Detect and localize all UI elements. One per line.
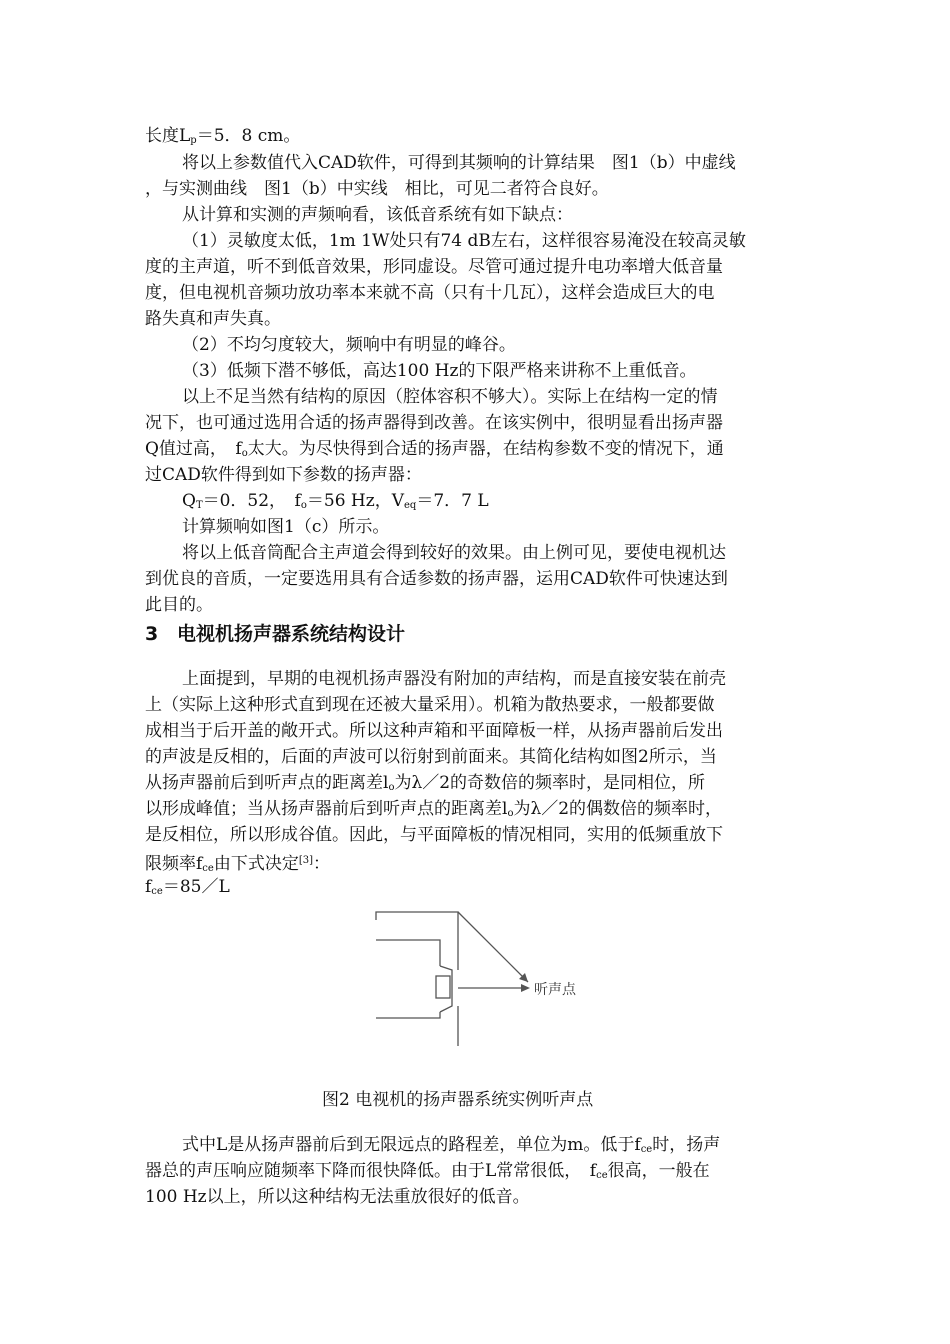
text-line: Q值过高， $f_o$太大。为尽快得到合适的扬声器，在结构参数不变的情况下，通 (145, 439, 724, 459)
section-title: 电视机扬声器系统结构设计 (177, 623, 406, 645)
text-line: 长度$L_p=5$．8 cm。 (145, 126, 301, 146)
list-item: （2）不均匀度较大，频响中有明显的峰谷。 (182, 335, 516, 355)
rear-wave-path (458, 912, 528, 982)
text-line: 此目的。 (145, 595, 213, 615)
text-line: 到优良的音质，一定要选用具有合适参数的扬声器，运用CAD软件可快速达到 (145, 569, 728, 589)
cabinet-top-panel (376, 940, 440, 966)
text-line: 上（实际上这种形式直到现在还被大量采用）。机箱为散热要求，一般都要做 (145, 695, 715, 715)
text-line: 将以上低音筒配合主声道会得到较好的效果。由上例可见，要使电视机达 (182, 543, 726, 563)
text-line: 计算频响如图1（c）所示。 (182, 517, 390, 537)
formula-line: $f_{ce}=85/L$ (145, 877, 230, 897)
text-line: 成相当于后开盖的敞开式。所以这种声箱和平面障板一样，从扬声器前后发出 (145, 721, 723, 741)
section-number: 3 (145, 623, 159, 645)
text-line: 限频率$f_{ce}$由下式决定[3]： (145, 854, 330, 874)
text-line: 的声波是反相的，后面的声波可以衍射到前面来。其简化结构如图2所示，当 (145, 747, 717, 767)
front-arrow-head (521, 984, 530, 992)
text-line: 从计算和实测的声频响看，该低音系统有如下缺点： (182, 205, 573, 225)
text-line: 度的主声道，听不到低音效果，形同虚设。尽管可通过提升电功率增大低音量 (145, 257, 723, 277)
text-line: 以形成峰值；当从扬声器前后到听声点的距离差$l_o$为λ／2的偶数倍的频率时， (145, 799, 723, 819)
text-line: 度，但电视机音频功放功率本来就不高（只有十几瓦），这样会造成巨大的电 (145, 283, 715, 303)
text-line: 路失真和声失真。 (145, 309, 281, 329)
list-item: （1）灵敏度太低，1m 1W处只有74 dB左右，这样很容易淹没在较高灵敏 (182, 231, 746, 251)
text-line: 式中L是从扬声器前后到无限远点的路程差，单位为m。低于$f_{ce}$时，扬声 (182, 1135, 721, 1155)
citation-ref: [3] (298, 855, 313, 866)
speaker-diagram (370, 910, 650, 1060)
text-line: 况下，也可通过选用合适的扬声器得到改善。在该实例中，很明显看出扬声器 (145, 413, 723, 433)
text-line: 过CAD软件得到如下参数的扬声器： (145, 465, 422, 485)
text-line: 上面提到，早期的电视机扬声器没有附加的声结构，而是直接安装在前壳 (182, 669, 726, 689)
text-line: 是反相位，所以形成谷值。因此，与平面障板的情况相同，实用的低频重放下 (145, 825, 723, 845)
text-line: 器总的声压响应随频率下降而很快降低。由于L常常很低， $f_{ce}$很高，一般在 (145, 1161, 710, 1181)
text-line: 从扬声器前后到听声点的距离差$l_o$为λ／2的奇数倍的频率时，是同相位，所 (145, 773, 706, 793)
text-line: 以上不足当然有结构的原因（腔体容积不够大）。实际上在结构一定的情 (182, 387, 718, 407)
section-heading (145, 621, 405, 647)
listening-point-label: 听声点 (534, 982, 576, 998)
formula-line: $Q_T=0$．52， $f_o=56$ Hz，$V_{eq}=7$．7 L (182, 491, 489, 511)
cabinet-bottom-panel (376, 1012, 440, 1018)
text-line: ，与实测曲线 图1（b）中实线 相比，可见二者符合良好。 (145, 179, 609, 199)
speaker-magnet (436, 976, 450, 998)
figure-caption: 图2 电视机的扬声器系统实例听声点 (322, 1090, 594, 1110)
text-line: 将以上参数值代入CAD软件，可得到其频响的计算结果 图1（b）中虚线 (182, 153, 736, 173)
cabinet-front-top (376, 912, 458, 970)
text-line: 100 Hz以上，所以这种结构无法重放很好的低音。 (145, 1187, 530, 1207)
list-item: （3）低频下潜不够低，高达100 Hz的下限严格来讲称不上重低音。 (182, 361, 697, 381)
